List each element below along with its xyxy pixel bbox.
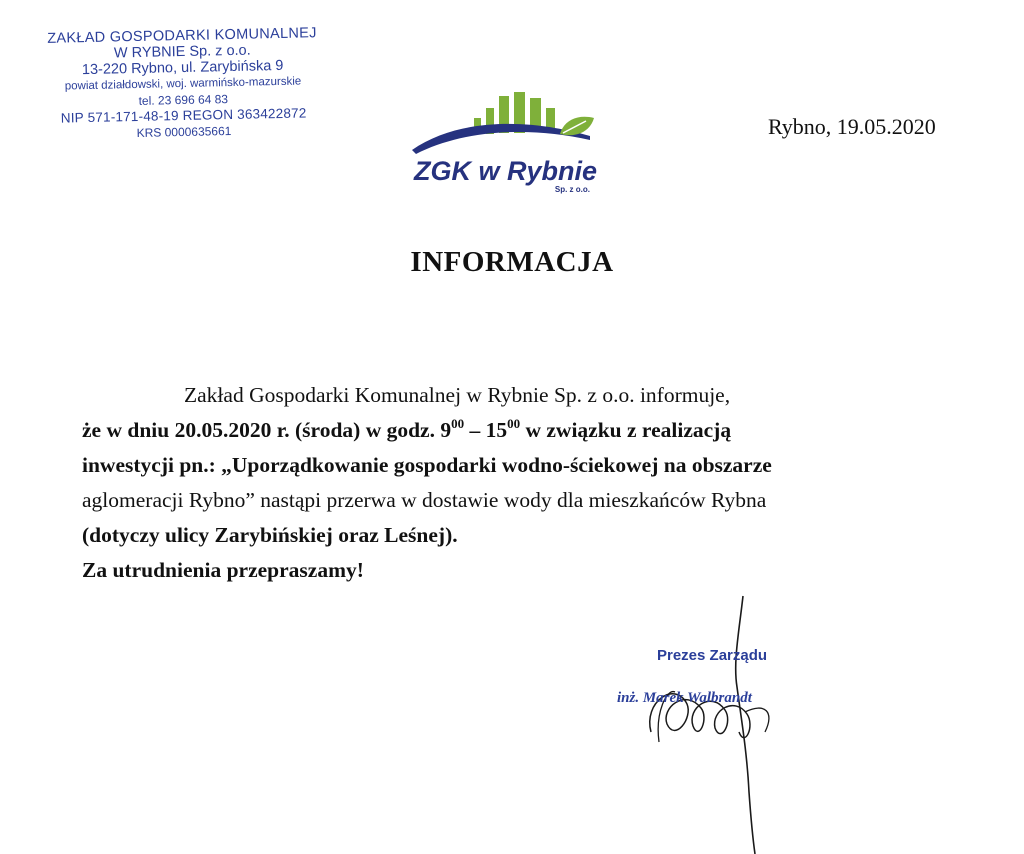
body-text: aglomeracji Rybno” <box>82 488 255 512</box>
stamp-line: tel. 23 696 64 83 <box>138 92 229 108</box>
signer-name: inż. Marek Walbrandt <box>617 690 752 706</box>
body-line <box>82 378 1002 413</box>
body-line <box>82 553 1002 588</box>
hour-superscript: 00 <box>451 416 465 431</box>
body-text: (dotyczy ulicy Zarybińskiej oraz Leśnej). <box>82 523 458 547</box>
body-text: nastąpi przerwa w dostawie wody dla mieszkańców Rybna <box>254 488 767 512</box>
body-text: że w dniu 20.05.2020 r. (środa) w godz. 9 <box>82 418 452 442</box>
logo-subtext: Sp. z o.o. <box>554 185 590 194</box>
body-line <box>82 483 1002 518</box>
signer-role: Prezes Zarządu <box>657 647 768 664</box>
signature-block <box>615 592 835 854</box>
document-date: Rybno, 19.05.2020 <box>768 114 936 139</box>
company-logo <box>408 88 608 203</box>
stamp-line: KRS 0000635661 <box>136 123 232 140</box>
body-text: Za utrudnienia przepraszamy! <box>82 558 364 582</box>
body-text: inwestycji pn.: <box>82 453 222 477</box>
body-text: w związku z realizacją <box>520 418 732 442</box>
body-line <box>82 413 1002 448</box>
body-text: – 15 <box>464 418 508 442</box>
signature-scribble <box>615 592 835 854</box>
page-title: INFORMACJA <box>410 246 614 278</box>
stamp-line: powiat działdowski, woj. warmińsko-mazurskie <box>64 75 302 93</box>
company-stamp <box>17 25 349 144</box>
body-line <box>82 448 1002 483</box>
stamp-line: NIP 571-171-48-19 REGON 363422872 <box>60 105 307 126</box>
body-line <box>82 518 1002 553</box>
stamp-line: ZAKŁAD GOSPODARKI KOMUNALNEJ <box>47 25 317 47</box>
hour-superscript: 00 <box>507 416 521 431</box>
document-body <box>82 378 1002 588</box>
stamp-line: 13-220 Rybno, ul. Zarybińska 9 <box>81 57 284 79</box>
body-text: „Uporządkowanie gospodarki wodno-ściekowej na obszarze <box>221 453 772 477</box>
body-text: Zakład Gospodarki Komunalnej w Rybnie Sp. z o.o. informuje, <box>184 383 731 407</box>
logo-text: ZGK w Rybnie <box>414 156 598 186</box>
logo-graphic <box>408 88 608 203</box>
stamp-line: W RYBNIE Sp. z o.o. <box>113 42 251 62</box>
